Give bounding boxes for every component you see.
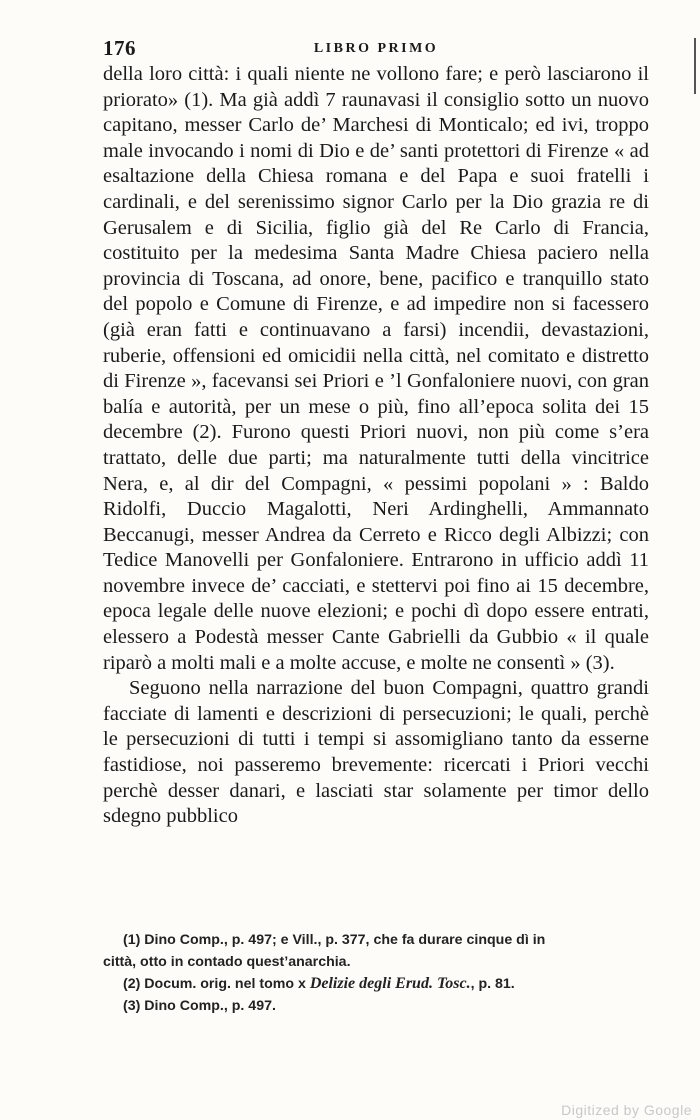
page-edge-mark <box>694 38 696 94</box>
google-watermark: Digitized by Google <box>561 1102 692 1118</box>
footnote-1 <box>103 930 649 952</box>
footnote-3-text: (3) Dino Comp., p. 497. <box>123 997 276 1014</box>
footnote-3 <box>103 996 649 1018</box>
footnote-1-line-1: (1) Dino Comp., p. 497; e Vill., p. 377, che fa durare cinque dì in <box>123 932 546 948</box>
footnote-2-title: Delizie degli Erud. Tosc. <box>309 975 471 992</box>
footnote-2 <box>103 973 649 996</box>
footnote-2-pre: (2) Docum. orig. nel tomo x <box>123 976 310 992</box>
footnote-1-continued <box>103 952 649 974</box>
footnotes <box>103 930 649 1017</box>
paragraph-2: Seguono nella narrazione del buon Compagni, quattro grandi facciate di lamenti e descrizioni di persecuzioni; le quali, perchè le persecuzioni di tutti i tempi si assomigliano tanto da esserne fastidiose, noi passeremo brevemente: ricercati i Priori vecchi perchè desser danari, e lasciati star solamente per timor dello sdegno pubblico <box>103 677 649 828</box>
footnote-2-post: , p. 81. <box>470 976 515 992</box>
running-head: LIBRO PRIMO <box>313 41 439 56</box>
paragraph-1: della loro città: i quali niente ne vollono fare; e però lasciarono il priorato» (1). Ma già addì 7 raunavasi il consiglio sotto un nuovo capitano, messer Carlo de’ Marchesi di Monticalo; ed ivi, troppo male invocando i nomi di Dio e de’ santi protettori di Firenze « ad esaltazione della Chiesa romana e del Papa e suoi fratelli i cardinali, e del serenissimo signor Carlo per la Dio grazia re di Gerusalem e di Sicilia, figlio già del Re Carlo di Francia, costituito per la medesima Santa Madre Chiesa paciero nella provincia di Toscana, ad onore, bene, pacifico e tranquillo stato del popolo e Comune di Firenze, e ad impedire non si facessero (già eran fatti e continuavano a farsi) incendii, devastazioni, ruberie, offensioni ed omicidii nella città, nel comitato e distretto di Firenze », facevansi sei Priori e ’l Gonfaloniere nuovi, con gran balía e autorità, per un mese o più, fino all’epoca solita dei 15 decembre (2). Furono questi Priori nuovi, non più come s’era trattato, delle due parti; ma naturalmente tutti della vincitrice Nera, e, al dir del Compagni, « pessimi popolani » : Baldo Ridolfi, Duccio Magalotti, Neri Ardinghelli, Ammannato Beccanugi, messer Andrea da Cerreto e Ricco degli Albizzi; con Tedice Manovelli per Gonfaloniere. Entrarono in ufficio addì 11 novembre invece de’ cacciati, e stettervi poi fino ai 15 decembre, epoca legale delle nuove elezioni; e pochi dì dopo essere entrati, elessero a Podestà messer Cante Gabrielli da Gubbio « il quale riparò a molti mali e a molte accuse, e molte ne consentì » (3). <box>103 63 649 674</box>
footnote-1-line-2: città, otto in contado quest’anarchia. <box>103 953 351 970</box>
main-text <box>103 62 649 830</box>
page-number: 176 <box>103 36 136 60</box>
